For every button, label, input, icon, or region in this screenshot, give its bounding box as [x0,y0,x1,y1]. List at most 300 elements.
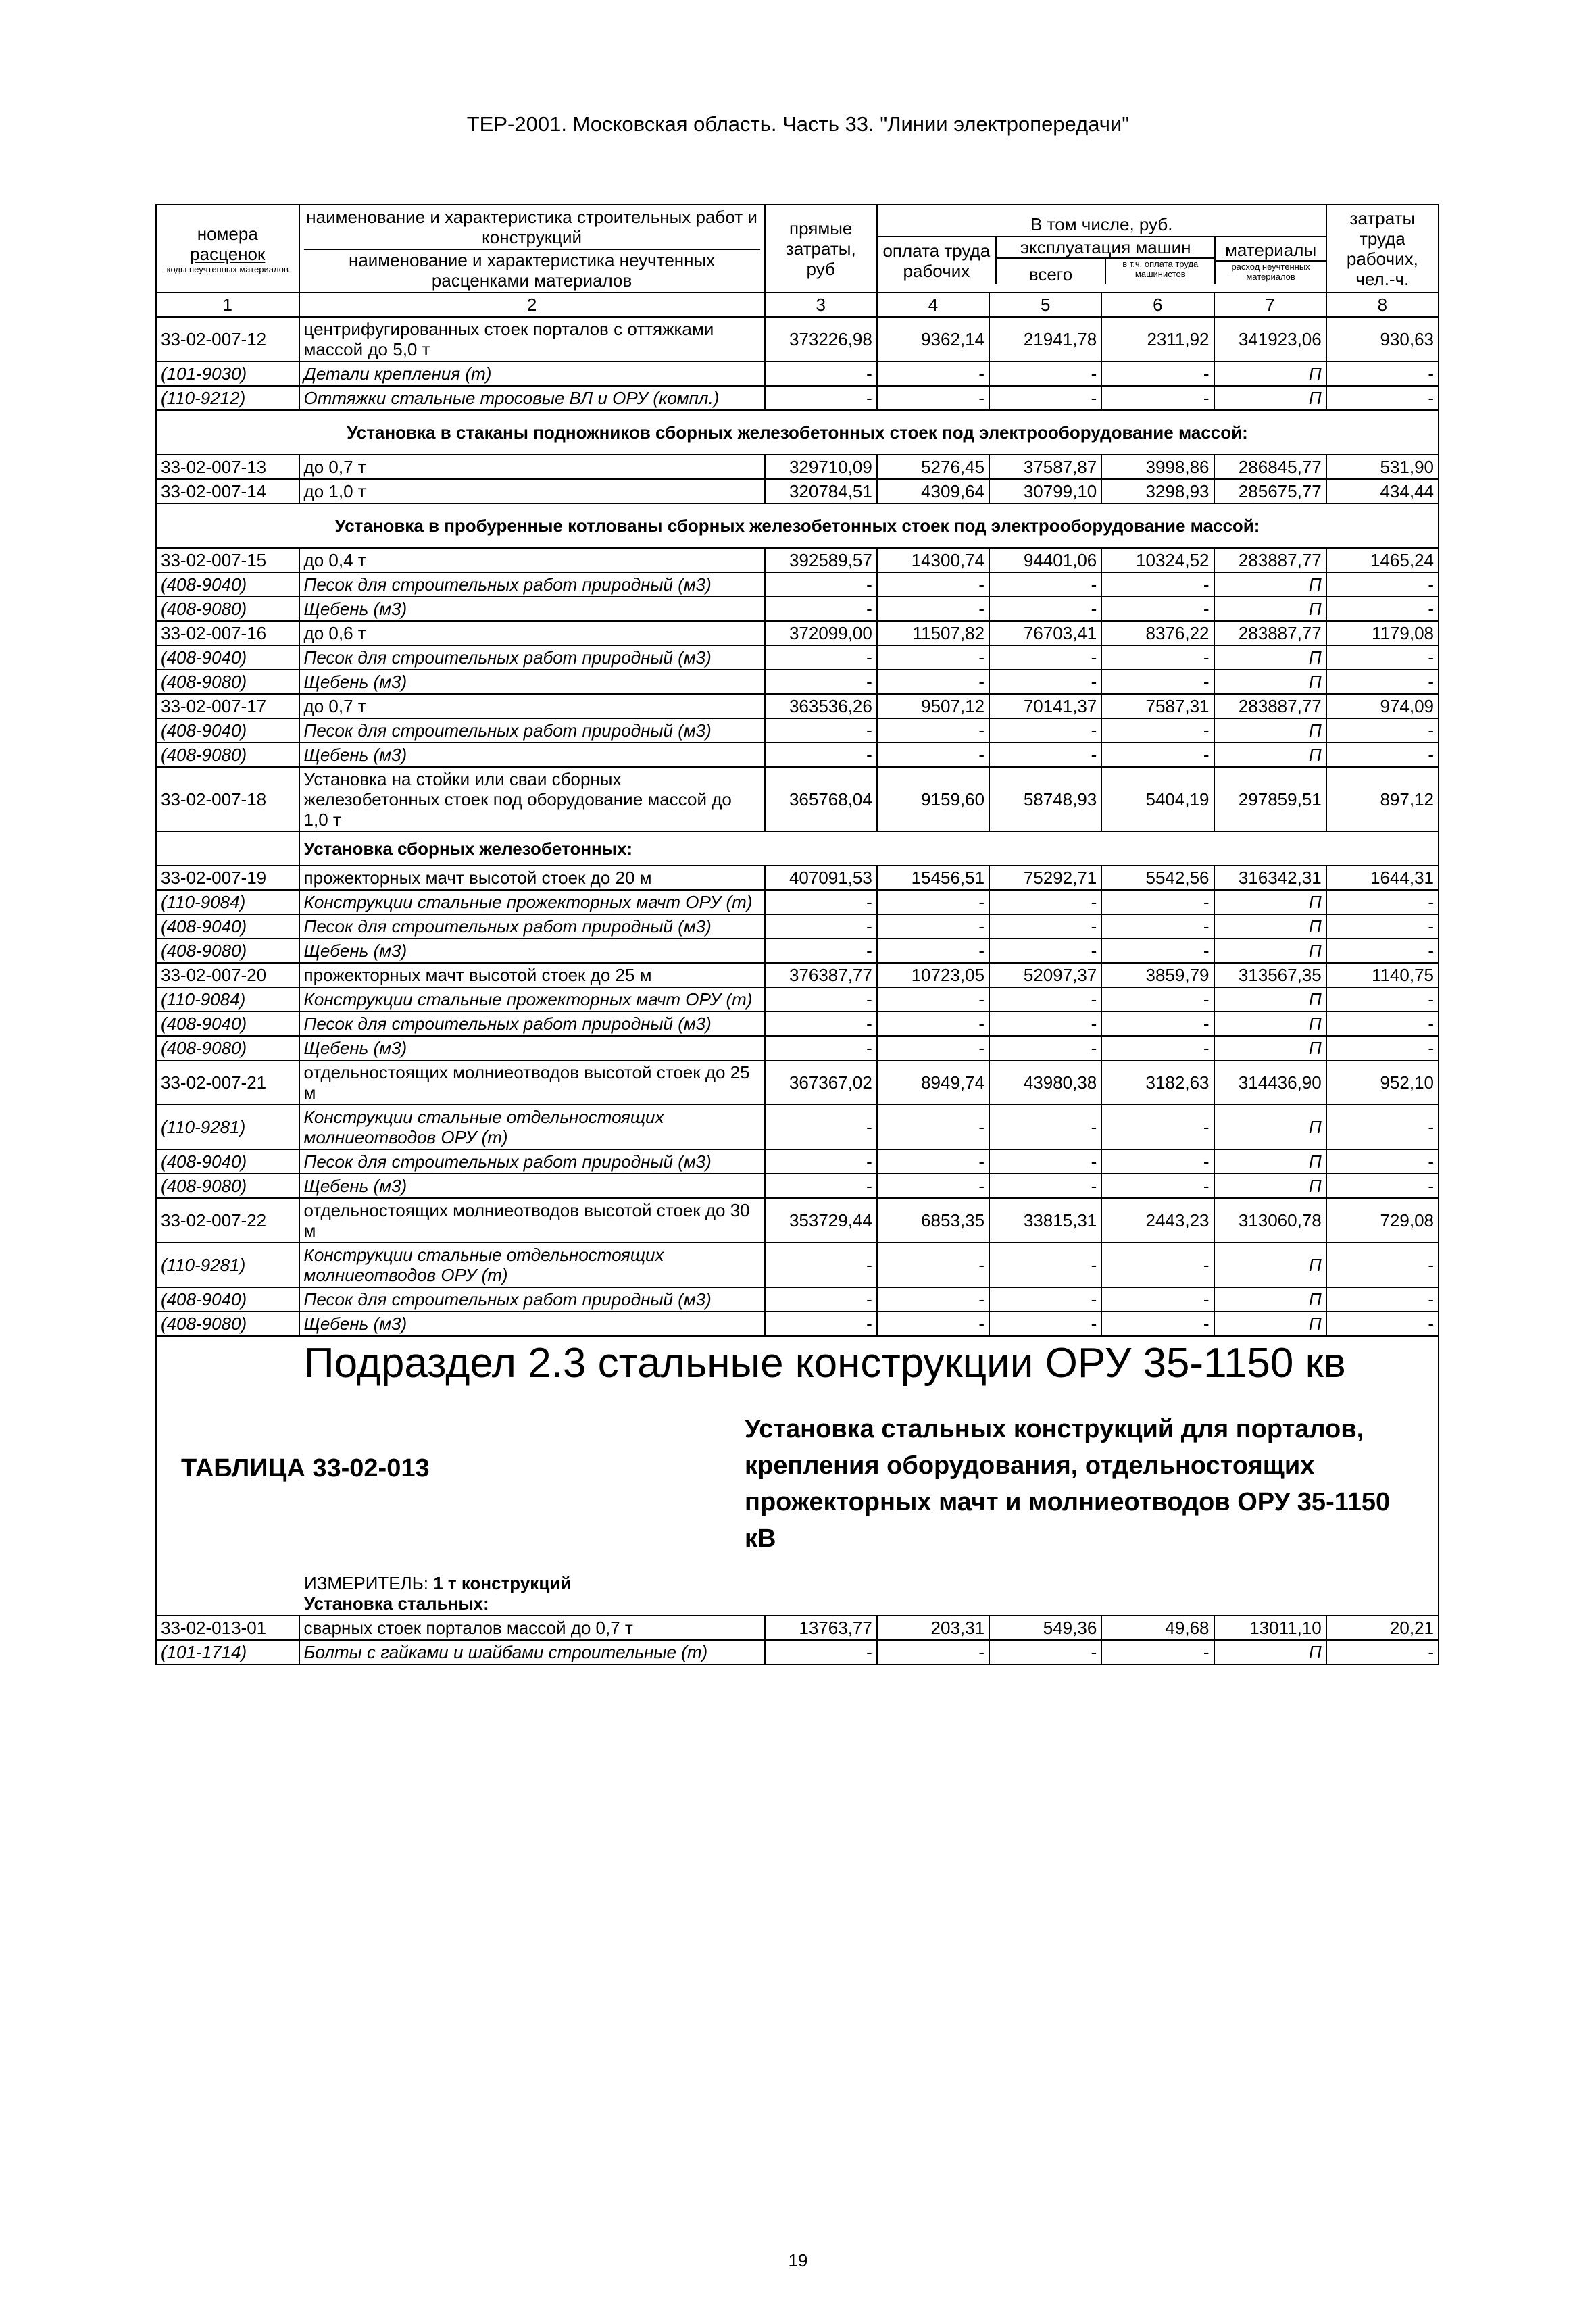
work-name: до 0,7 т [299,455,765,479]
labor-hours-value: 531,90 [1326,455,1439,479]
machines-total-value: - [989,1149,1101,1174]
materials-value: П [1214,890,1326,914]
labor-hours-value: - [1326,1149,1439,1174]
empty-cell [156,832,299,866]
materials-value: П [1214,572,1326,597]
materials-value: П [1214,914,1326,939]
machines-operators-value: 49,68 [1101,1616,1214,1640]
labor-pay-value: - [877,386,989,410]
table-row [156,1640,1439,1664]
colnum-1: 1 [156,293,299,317]
table-row [156,645,1439,670]
labor-pay-value: - [877,362,989,386]
labor-pay-value: 11507,82 [877,621,989,645]
page-number: 19 [788,2250,808,2270]
table-row [156,890,1439,914]
measure-unit: ИЗМЕРИТЕЛЬ: 1 т конструкций [304,1573,572,1593]
machines-total-value: 76703,41 [989,621,1101,645]
materials-value: П [1214,718,1326,743]
labor-hours-value: - [1326,597,1439,621]
materials-value: П [1214,1149,1326,1174]
rate-code: 33-02-007-22 [156,1198,299,1243]
materials-value: П [1214,1243,1326,1287]
subdivision-title: Подраздел 2.3 стальные конструкции ОРУ 35-1150 кв [304,1340,1346,1387]
header-including: В том числе, руб. оплата труда рабочих эксплуатация машин всего в т.ч. оплата труда машинистов материалы расход неучтенных материалов [877,205,1326,293]
work-name: Песок для строительных работ природный (м3) [299,718,765,743]
direct-costs-value: - [765,914,877,939]
rate-code: 33-02-007-16 [156,621,299,645]
subsection-heading-row [156,832,1439,866]
machines-operators-value: - [1101,362,1214,386]
work-name: Щебень (м3) [299,939,765,963]
table-row [156,1287,1439,1312]
header-code: номера расценок коды неучтенных материалов [156,205,299,293]
colnum-5: 5 [989,293,1101,317]
labor-pay-value: - [877,1640,989,1664]
direct-costs-value: - [765,987,877,1012]
labor-pay-value: - [877,645,989,670]
table-row [156,455,1439,479]
machines-total-value: - [989,1243,1101,1287]
work-name: Конструкции стальные отдельностоящих молниеотводов ОРУ (т) [299,1105,765,1149]
direct-costs-value: 363536,26 [765,694,877,718]
machines-operators-value: 8376,22 [1101,621,1214,645]
table-row [156,866,1439,890]
work-name: Конструкции стальные прожекторных мачт ОРУ (т) [299,890,765,914]
table-body [156,317,1439,1336]
machines-total-value: 21941,78 [989,317,1101,362]
colnum-3: 3 [765,293,877,317]
labor-pay-value: 203,31 [877,1616,989,1640]
machines-operators-value: 10324,52 [1101,548,1214,572]
install-label: Установка стальных: [304,1593,489,1614]
direct-costs-value: - [765,572,877,597]
machines-total-value: 30799,10 [989,479,1101,503]
rate-code: (408-9040) [156,572,299,597]
machines-operators-value: - [1101,914,1214,939]
work-name: Песок для строительных работ природный (м3) [299,1287,765,1312]
materials-value: П [1214,386,1326,410]
direct-costs-value: 373226,98 [765,317,877,362]
table-row [156,362,1439,386]
rate-code: (110-9281) [156,1243,299,1287]
colnum-4: 4 [877,293,989,317]
direct-costs-value: - [765,597,877,621]
rate-code: (101-9030) [156,362,299,386]
machines-operators-value: - [1101,987,1214,1012]
rate-code: 33-02-007-15 [156,548,299,572]
header-labor-pay: оплата труда рабочих [878,237,996,284]
materials-value: 283887,77 [1214,694,1326,718]
direct-costs-value: - [765,939,877,963]
materials-value: 13011,10 [1214,1616,1326,1640]
labor-hours-value: - [1326,987,1439,1012]
rate-code: 33-02-007-19 [156,866,299,890]
work-name: Конструкции стальные отдельностоящих молниеотводов ОРУ (т) [299,1243,765,1287]
colnum-7: 7 [1214,293,1326,317]
direct-costs-value: - [765,1287,877,1312]
rate-code: (408-9040) [156,1149,299,1174]
machines-operators-value: 3182,63 [1101,1060,1214,1105]
work-name: Установка на стойки или сваи сборных железобетонных стоек под оборудование массой до 1,0 т [299,767,765,832]
labor-pay-value: - [877,1312,989,1336]
machines-total-value: - [989,743,1101,767]
machines-operators-value: - [1101,1149,1214,1174]
table-row [156,694,1439,718]
direct-costs-value: 407091,53 [765,866,877,890]
labor-hours-value: - [1326,386,1439,410]
direct-costs-value: 372099,00 [765,621,877,645]
labor-pay-value: - [877,1287,989,1312]
machines-total-value: - [989,914,1101,939]
rate-code: 33-02-013-01 [156,1616,299,1640]
labor-hours-value: - [1326,1174,1439,1198]
machines-total-value: - [989,1105,1101,1149]
labor-pay-value: - [877,987,989,1012]
work-name: до 0,7 т [299,694,765,718]
labor-hours-value: - [1326,939,1439,963]
rate-code: 33-02-007-17 [156,694,299,718]
machines-operators-value: - [1101,890,1214,914]
machines-operators-value: - [1101,645,1214,670]
rate-code: 33-02-007-21 [156,1060,299,1105]
rate-code: (408-9080) [156,1174,299,1198]
labor-pay-value: - [877,1243,989,1287]
labor-pay-value: - [877,718,989,743]
work-name: Болты с гайками и шайбами строительные (т) [299,1640,765,1664]
labor-hours-value: - [1326,1287,1439,1312]
direct-costs-value: 353729,44 [765,1198,877,1243]
table-row [156,1149,1439,1174]
labor-hours-value: 1179,08 [1326,621,1439,645]
machines-total-value: - [989,939,1101,963]
work-name: Щебень (м3) [299,1036,765,1060]
labor-hours-value: - [1326,645,1439,670]
colnum-8: 8 [1326,293,1439,317]
direct-costs-value: - [765,1149,877,1174]
direct-costs-value: 13763,77 [765,1616,877,1640]
work-name: Песок для строительных работ природный (м3) [299,914,765,939]
work-name: Щебень (м3) [299,597,765,621]
machines-operators-value: 3998,86 [1101,455,1214,479]
labor-hours-value: - [1326,1312,1439,1336]
table-row [156,1105,1439,1149]
table-label: ТАБЛИЦА 33-02-013 [181,1454,430,1483]
machines-operators-value: 5542,56 [1101,866,1214,890]
machines-operators-value: - [1101,743,1214,767]
materials-value: П [1214,1036,1326,1060]
machines-total-value: - [989,987,1101,1012]
materials-value: П [1214,670,1326,694]
table-row [156,1312,1439,1336]
machines-operators-value: - [1101,1105,1214,1149]
subdivision-block [156,1336,1439,1616]
direct-costs-value: 320784,51 [765,479,877,503]
labor-pay-value: - [877,572,989,597]
materials-value: П [1214,1640,1326,1664]
work-name: сварных стоек порталов массой до 0,7 т [299,1616,765,1640]
direct-costs-value: 392589,57 [765,548,877,572]
labor-pay-value: - [877,1149,989,1174]
labor-hours-value: - [1326,743,1439,767]
colnum-2: 2 [299,293,765,317]
machines-total-value: - [989,890,1101,914]
table-row [156,1036,1439,1060]
machines-total-value: - [989,1312,1101,1336]
labor-hours-value: 729,08 [1326,1198,1439,1243]
materials-value: 313060,78 [1214,1198,1326,1243]
work-name: Песок для строительных работ природный (м3) [299,572,765,597]
labor-hours-value: - [1326,718,1439,743]
labor-pay-value: - [877,1105,989,1149]
machines-total-value: - [989,1287,1101,1312]
work-name: центрифугированных стоек порталов с оттяжками массой до 5,0 т [299,317,765,362]
materials-value: 286845,77 [1214,455,1326,479]
labor-hours-value: - [1326,914,1439,939]
labor-hours-value: - [1326,1105,1439,1149]
machines-total-value: 70141,37 [989,694,1101,718]
materials-value: 283887,77 [1214,621,1326,645]
labor-pay-value: 4309,64 [877,479,989,503]
machines-total-value: - [989,1012,1101,1036]
labor-hours-value: 434,44 [1326,479,1439,503]
labor-pay-value: - [877,1012,989,1036]
direct-costs-value: - [765,645,877,670]
direct-costs-value: - [765,1036,877,1060]
labor-hours-value: 1140,75 [1326,963,1439,987]
table-row [156,743,1439,767]
direct-costs-value: - [765,718,877,743]
header-unaccounted-materials: расход неучтенных материалов [1231,262,1310,282]
work-name: прожекторных мачт высотой стоек до 20 м [299,866,765,890]
labor-hours-value: 974,09 [1326,694,1439,718]
table-row [156,1198,1439,1243]
work-name: Песок для строительных работ природный (м3) [299,645,765,670]
machines-total-value: 549,36 [989,1616,1101,1640]
machines-total-value: - [989,362,1101,386]
materials-value: П [1214,1174,1326,1198]
rate-code: (101-1714) [156,1640,299,1664]
machines-operators-value: - [1101,597,1214,621]
work-name: Оттяжки стальные тросовые ВЛ и ОРУ (компл.) [299,386,765,410]
materials-value: П [1214,1105,1326,1149]
rate-code: (408-9040) [156,914,299,939]
work-name: до 1,0 т [299,479,765,503]
labor-hours-value: - [1326,362,1439,386]
machines-total-value: 43980,38 [989,1060,1101,1105]
table-row [156,621,1439,645]
rate-code: (110-9084) [156,890,299,914]
table-row [156,597,1439,621]
machines-operators-value: - [1101,1012,1214,1036]
table-row [156,1243,1439,1287]
table-row [156,1060,1439,1105]
section-heading: Установка в пробуренные котлованы сборных железобетонных стоек под электрооборудование массой: [156,503,1439,548]
work-name: прожекторных мачт высотой стоек до 25 м [299,963,765,987]
direct-costs-value: 365768,04 [765,767,877,832]
rate-code: 33-02-007-18 [156,767,299,832]
table-row [156,1012,1439,1036]
header-name: наименование и характеристика строительных работ и конструкций наименование и характеристика неучтенных расценками материалов [299,205,765,293]
table-row [156,939,1439,963]
table-row [156,963,1439,987]
machines-total-value: - [989,1036,1101,1060]
labor-pay-value: 9507,12 [877,694,989,718]
table-row [156,987,1439,1012]
labor-hours-value: - [1326,890,1439,914]
machines-operators-value: - [1101,1174,1214,1198]
labor-pay-value: 14300,74 [877,548,989,572]
header-direct-costs: прямые затраты, руб [765,205,877,293]
table-row [156,386,1439,410]
rate-code: (408-9080) [156,1312,299,1336]
direct-costs-value: 329710,09 [765,455,877,479]
materials-value: П [1214,1012,1326,1036]
materials-value: П [1214,1312,1326,1336]
rate-code: 33-02-007-13 [156,455,299,479]
machines-total-value: - [989,718,1101,743]
table-row [156,479,1439,503]
direct-costs-value: - [765,1012,877,1036]
direct-costs-value: - [765,1174,877,1198]
labor-pay-value: 9159,60 [877,767,989,832]
table-row [156,914,1439,939]
rate-code: (110-9212) [156,386,299,410]
direct-costs-value: - [765,1243,877,1287]
work-name: Конструкции стальные прожекторных мачт ОРУ (т) [299,987,765,1012]
machines-total-value: 58748,93 [989,767,1101,832]
labor-pay-value: 5276,45 [877,455,989,479]
labor-pay-value: 8949,74 [877,1060,989,1105]
labor-hours-value: - [1326,670,1439,694]
machines-operators-value: - [1101,386,1214,410]
labor-hours-value: 20,21 [1326,1616,1439,1640]
machines-total-value: 94401,06 [989,548,1101,572]
materials-value: П [1214,362,1326,386]
machines-operators-value: 7587,31 [1101,694,1214,718]
work-name: Щебень (м3) [299,1174,765,1198]
machines-operators-value: - [1101,1312,1214,1336]
materials-value: 341923,06 [1214,317,1326,362]
machines-total-value: - [989,572,1101,597]
labor-hours-value: - [1326,1012,1439,1036]
work-name: до 0,4 т [299,548,765,572]
rate-code: (408-9080) [156,939,299,963]
header-machines: эксплуатация машин [997,237,1215,259]
work-name: до 0,6 т [299,621,765,645]
materials-value: П [1214,939,1326,963]
machines-total-value: - [989,670,1101,694]
machines-total-value: 52097,37 [989,963,1101,987]
labor-hours-value: 1465,24 [1326,548,1439,572]
work-name: отдельностоящих молниеотводов высотой стоек до 25 м [299,1060,765,1105]
header-materials: материалы [1216,240,1325,262]
rate-code: (408-9080) [156,743,299,767]
table-row [156,767,1439,832]
machines-operators-value: 2443,23 [1101,1198,1214,1243]
table-body-2 [156,1616,1439,1664]
machines-total-value: - [989,645,1101,670]
materials-value: 316342,31 [1214,866,1326,890]
labor-pay-value: 6853,35 [877,1198,989,1243]
labor-pay-value: - [877,670,989,694]
materials-value: 283887,77 [1214,548,1326,572]
direct-costs-value: - [765,743,877,767]
work-name: Песок для строительных работ природный (м3) [299,1012,765,1036]
work-name: Щебень (м3) [299,670,765,694]
work-name: отдельностоящих молниеотводов высотой стоек до 30 м [299,1198,765,1243]
direct-costs-value: - [765,1640,877,1664]
labor-pay-value: - [877,939,989,963]
machines-total-value: - [989,1640,1101,1664]
labor-hours-value: 930,63 [1326,317,1439,362]
machines-operators-value: 2311,92 [1101,317,1214,362]
labor-pay-value: - [877,597,989,621]
estimate-table [155,204,1439,1665]
table-row [156,718,1439,743]
materials-value: 314436,90 [1214,1060,1326,1105]
rate-code: (408-9080) [156,1036,299,1060]
work-name: Щебень (м3) [299,743,765,767]
materials-value: П [1214,597,1326,621]
labor-pay-value: - [877,1174,989,1198]
labor-pay-value: - [877,890,989,914]
table-row [156,1616,1439,1640]
machines-operators-value: - [1101,718,1214,743]
direct-costs-value: - [765,890,877,914]
header-machines-operators: в т.ч. оплата труда машинистов [1122,259,1199,279]
labor-hours-value: 1644,31 [1326,866,1439,890]
rate-code: (408-9080) [156,597,299,621]
machines-operators-value: 5404,19 [1101,767,1214,832]
labor-hours-value: 897,12 [1326,767,1439,832]
materials-value: П [1214,645,1326,670]
labor-hours-value: - [1326,572,1439,597]
table-row [156,670,1439,694]
colnum-6: 6 [1101,293,1214,317]
table-row [156,317,1439,362]
direct-costs-value: - [765,386,877,410]
machines-total-value: - [989,386,1101,410]
machines-operators-value: - [1101,939,1214,963]
rate-code: 33-02-007-14 [156,479,299,503]
machines-operators-value: 3298,93 [1101,479,1214,503]
machines-total-value: - [989,1174,1101,1198]
rate-code: (408-9040) [156,1287,299,1312]
machines-operators-value: - [1101,670,1214,694]
direct-costs-value: - [765,362,877,386]
materials-value: 285675,77 [1214,479,1326,503]
rate-code: (408-9040) [156,1012,299,1036]
machines-total-value: 75292,71 [989,866,1101,890]
work-name: Щебень (м3) [299,1312,765,1336]
machines-total-value: - [989,597,1101,621]
rate-code: (408-9080) [156,670,299,694]
labor-hours-value: - [1326,1036,1439,1060]
labor-pay-value: 10723,05 [877,963,989,987]
direct-costs-value: 376387,77 [765,963,877,987]
labor-pay-value: - [877,1036,989,1060]
section-heading-row [156,503,1439,548]
materials-value: 297859,51 [1214,767,1326,832]
labor-pay-value: - [877,914,989,939]
rate-code: 33-02-007-12 [156,317,299,362]
materials-value: П [1214,987,1326,1012]
subsection-heading: Установка сборных железобетонных: [299,832,1439,866]
rate-code: (110-9281) [156,1105,299,1149]
direct-costs-value: - [765,1312,877,1336]
rate-code: (408-9040) [156,718,299,743]
